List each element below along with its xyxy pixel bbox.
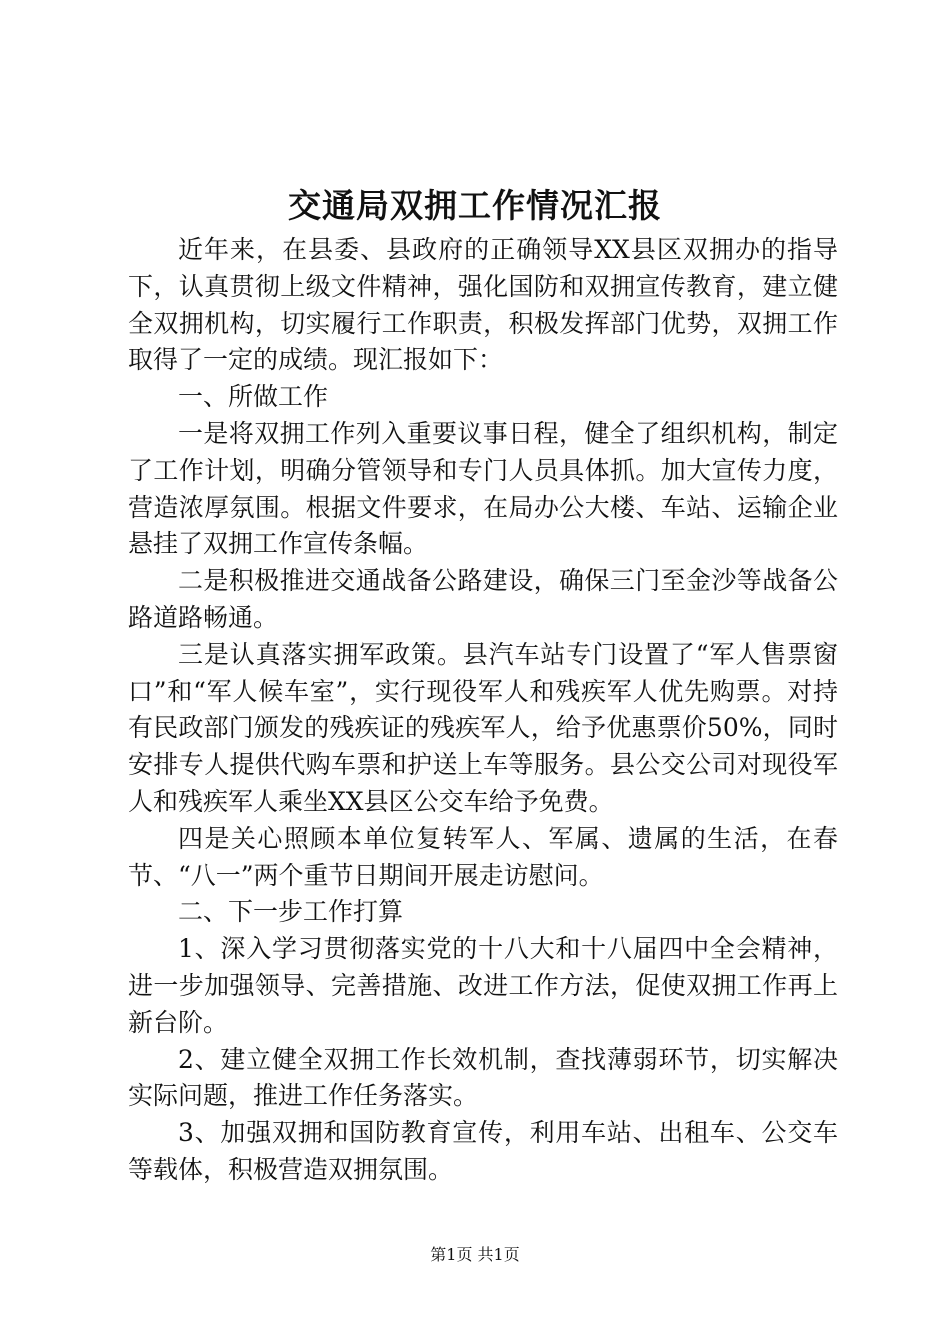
paragraph-plan-3: 3、加强双拥和国防教育宣传，利用车站、出租车、公交车等载体，积极营造双拥氛围。 bbox=[128, 1118, 838, 1184]
paragraph-item-2: 二是积极推进交通战备公路建设，确保三门至金沙等战备公路道路畅通。 bbox=[128, 566, 838, 632]
section-heading-next-steps: 二、下一步工作打算 bbox=[178, 897, 404, 927]
page-footer: 第1页 共1页 bbox=[430, 1245, 520, 1264]
paragraph-intro: 近年来，在县委、县政府的正确领导XX县区双拥办的指导下，认真贯彻上级文件精神，强化国防和双拥宣传教育，建立健全双拥机构，切实履行工作职责，积极发挥部门优势，双拥工作取得了一定的成绩。现汇报如下： bbox=[128, 235, 838, 375]
paragraph-item-3: 三是认真落实拥军政策。县汽车站专门设置了“军人售票窗口”和“军人候车室”，实行现役军人和残疾军人优先购票。对持有民政部门颁发的残疾证的残疾军人，给予优惠票价50%，同时安排专人提供代购车票和护送上车等服务。县公交公司对现役军人和残疾军人乘坐XX县区公交车给予免费。 bbox=[128, 639, 838, 816]
paragraph-item-1: 一是将双拥工作列入重要议事日程，健全了组织机构，制定了工作计划，明确分管领导和专门人员具体抓。加大宣传力度，营造浓厚氛围。根据文件要求，在局办公大楼、车站、运输企业悬挂了双拥工作宣传条幅。 bbox=[128, 418, 838, 559]
paragraph-item-4: 四是关心照顾本单位复转军人、军属、遗属的生活，在春节、“八一”两个重节日期间开展走访慰问。 bbox=[128, 823, 838, 890]
section-heading-work-done: 一、所做工作 bbox=[178, 382, 329, 412]
paragraph-plan-1: 1、深入学习贯彻落实党的十八大和十八届四中全会精神，进一步加强领导、完善措施、改进工作方法，促使双拥工作再上新台阶。 bbox=[128, 934, 838, 1037]
paragraph-plan-2: 2、建立健全双拥工作长效机制，查找薄弱环节，切实解决实际问题，推进工作任务落实。 bbox=[128, 1044, 838, 1111]
document-title: 交通局双拥工作情况汇报 bbox=[288, 186, 662, 225]
document-body bbox=[128, 232, 838, 1189]
